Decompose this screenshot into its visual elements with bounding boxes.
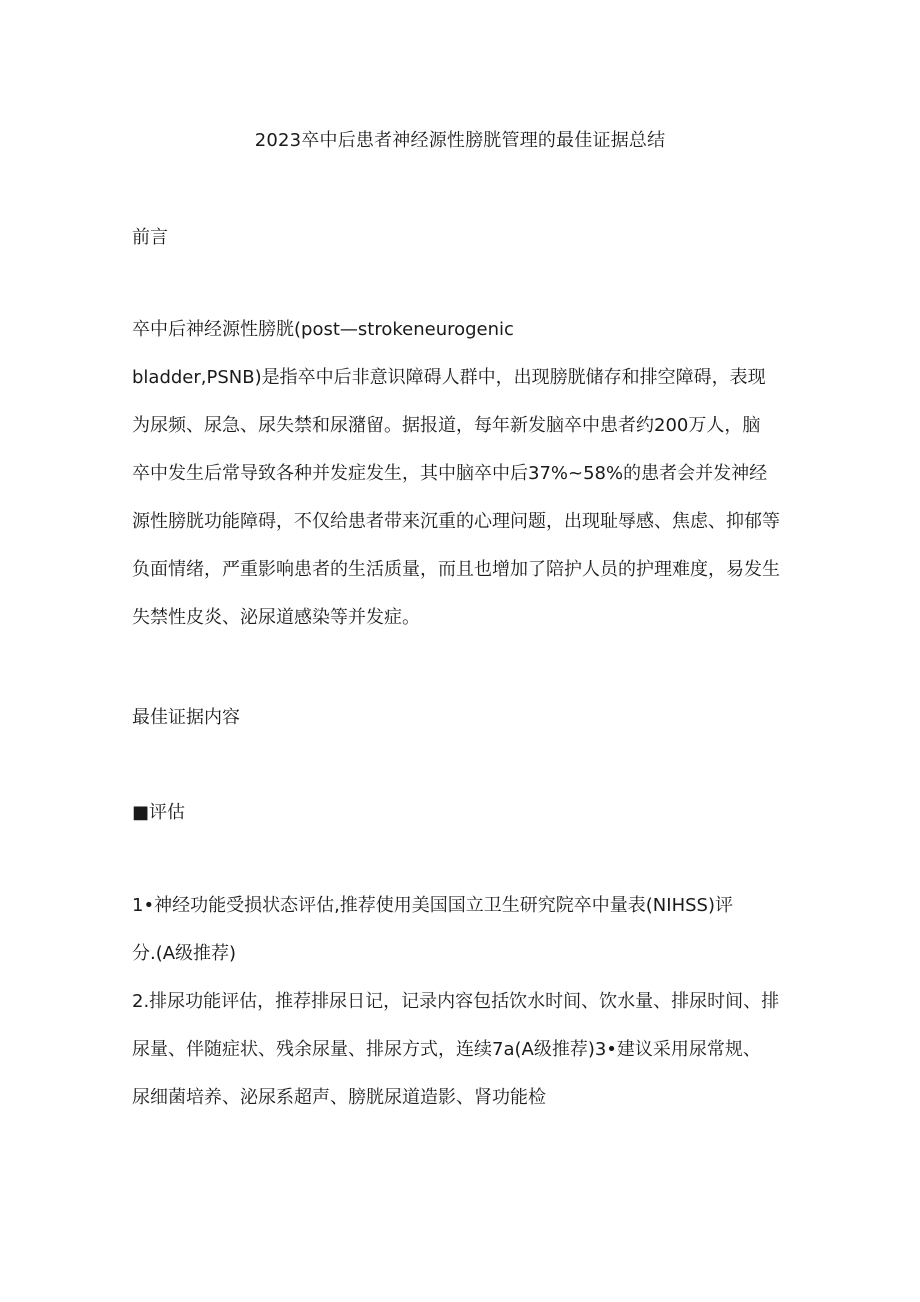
intro-line: 负面情绪，严重影响患者的生活质量，而且也增加了陪护人员的护理难度，易发生 [132,559,780,580]
assessment-line: 2.排尿功能评估，推荐排尿日记，记录内容包括饮水时间、饮水量、排尿时间、排 [132,991,780,1012]
intro-line: bladder,PSNB)是指卒中后非意识障碍人群中，出现膀胱储存和排空障碍，表现 [132,367,766,388]
subsection-heading-assessment: ■评估 [132,802,186,823]
intro-line: 源性膀胱功能障碍，不仅给患者带来沉重的心理问题，出现耻辱感、焦虑、抑郁等 [132,511,780,532]
document-title: 2023卒中后患者神经源性膀胱管理的最佳证据总结 [254,130,666,151]
intro-line: 为尿频、尿急、尿失禁和尿潴留。据报道，每年新发脑卒中患者约200万人，脑 [132,415,761,436]
assessment-line: 尿量、伴随症状、残余尿量、排尿方式，连续7a(A级推荐)3•建议采用尿常规、 [132,1039,761,1060]
section-heading-preface: 前言 [132,227,168,248]
assessment-line: 1•神经功能受损状态评估,推荐使用美国国立卫生研究院卒中量表(NIHSS)评 [132,895,733,916]
intro-paragraph [132,306,802,642]
section-heading-best-evidence: 最佳证据内容 [132,707,240,728]
intro-line: 卒中后神经源性膀胱(post—strokeneurogenic [132,319,514,340]
assessment-line: 尿细菌培养、泌尿系超声、膀胱尿道造影、肾功能检 [132,1087,546,1108]
assessment-items [132,882,802,1122]
intro-line: 失禁性皮炎、泌尿道感染等并发症。 [132,607,420,628]
assessment-line: 分.(A级推荐) [132,943,237,964]
intro-line: 卒中发生后常导致各种并发症发生，其中脑卒中后37%~58%的患者会并发神经 [132,463,768,484]
